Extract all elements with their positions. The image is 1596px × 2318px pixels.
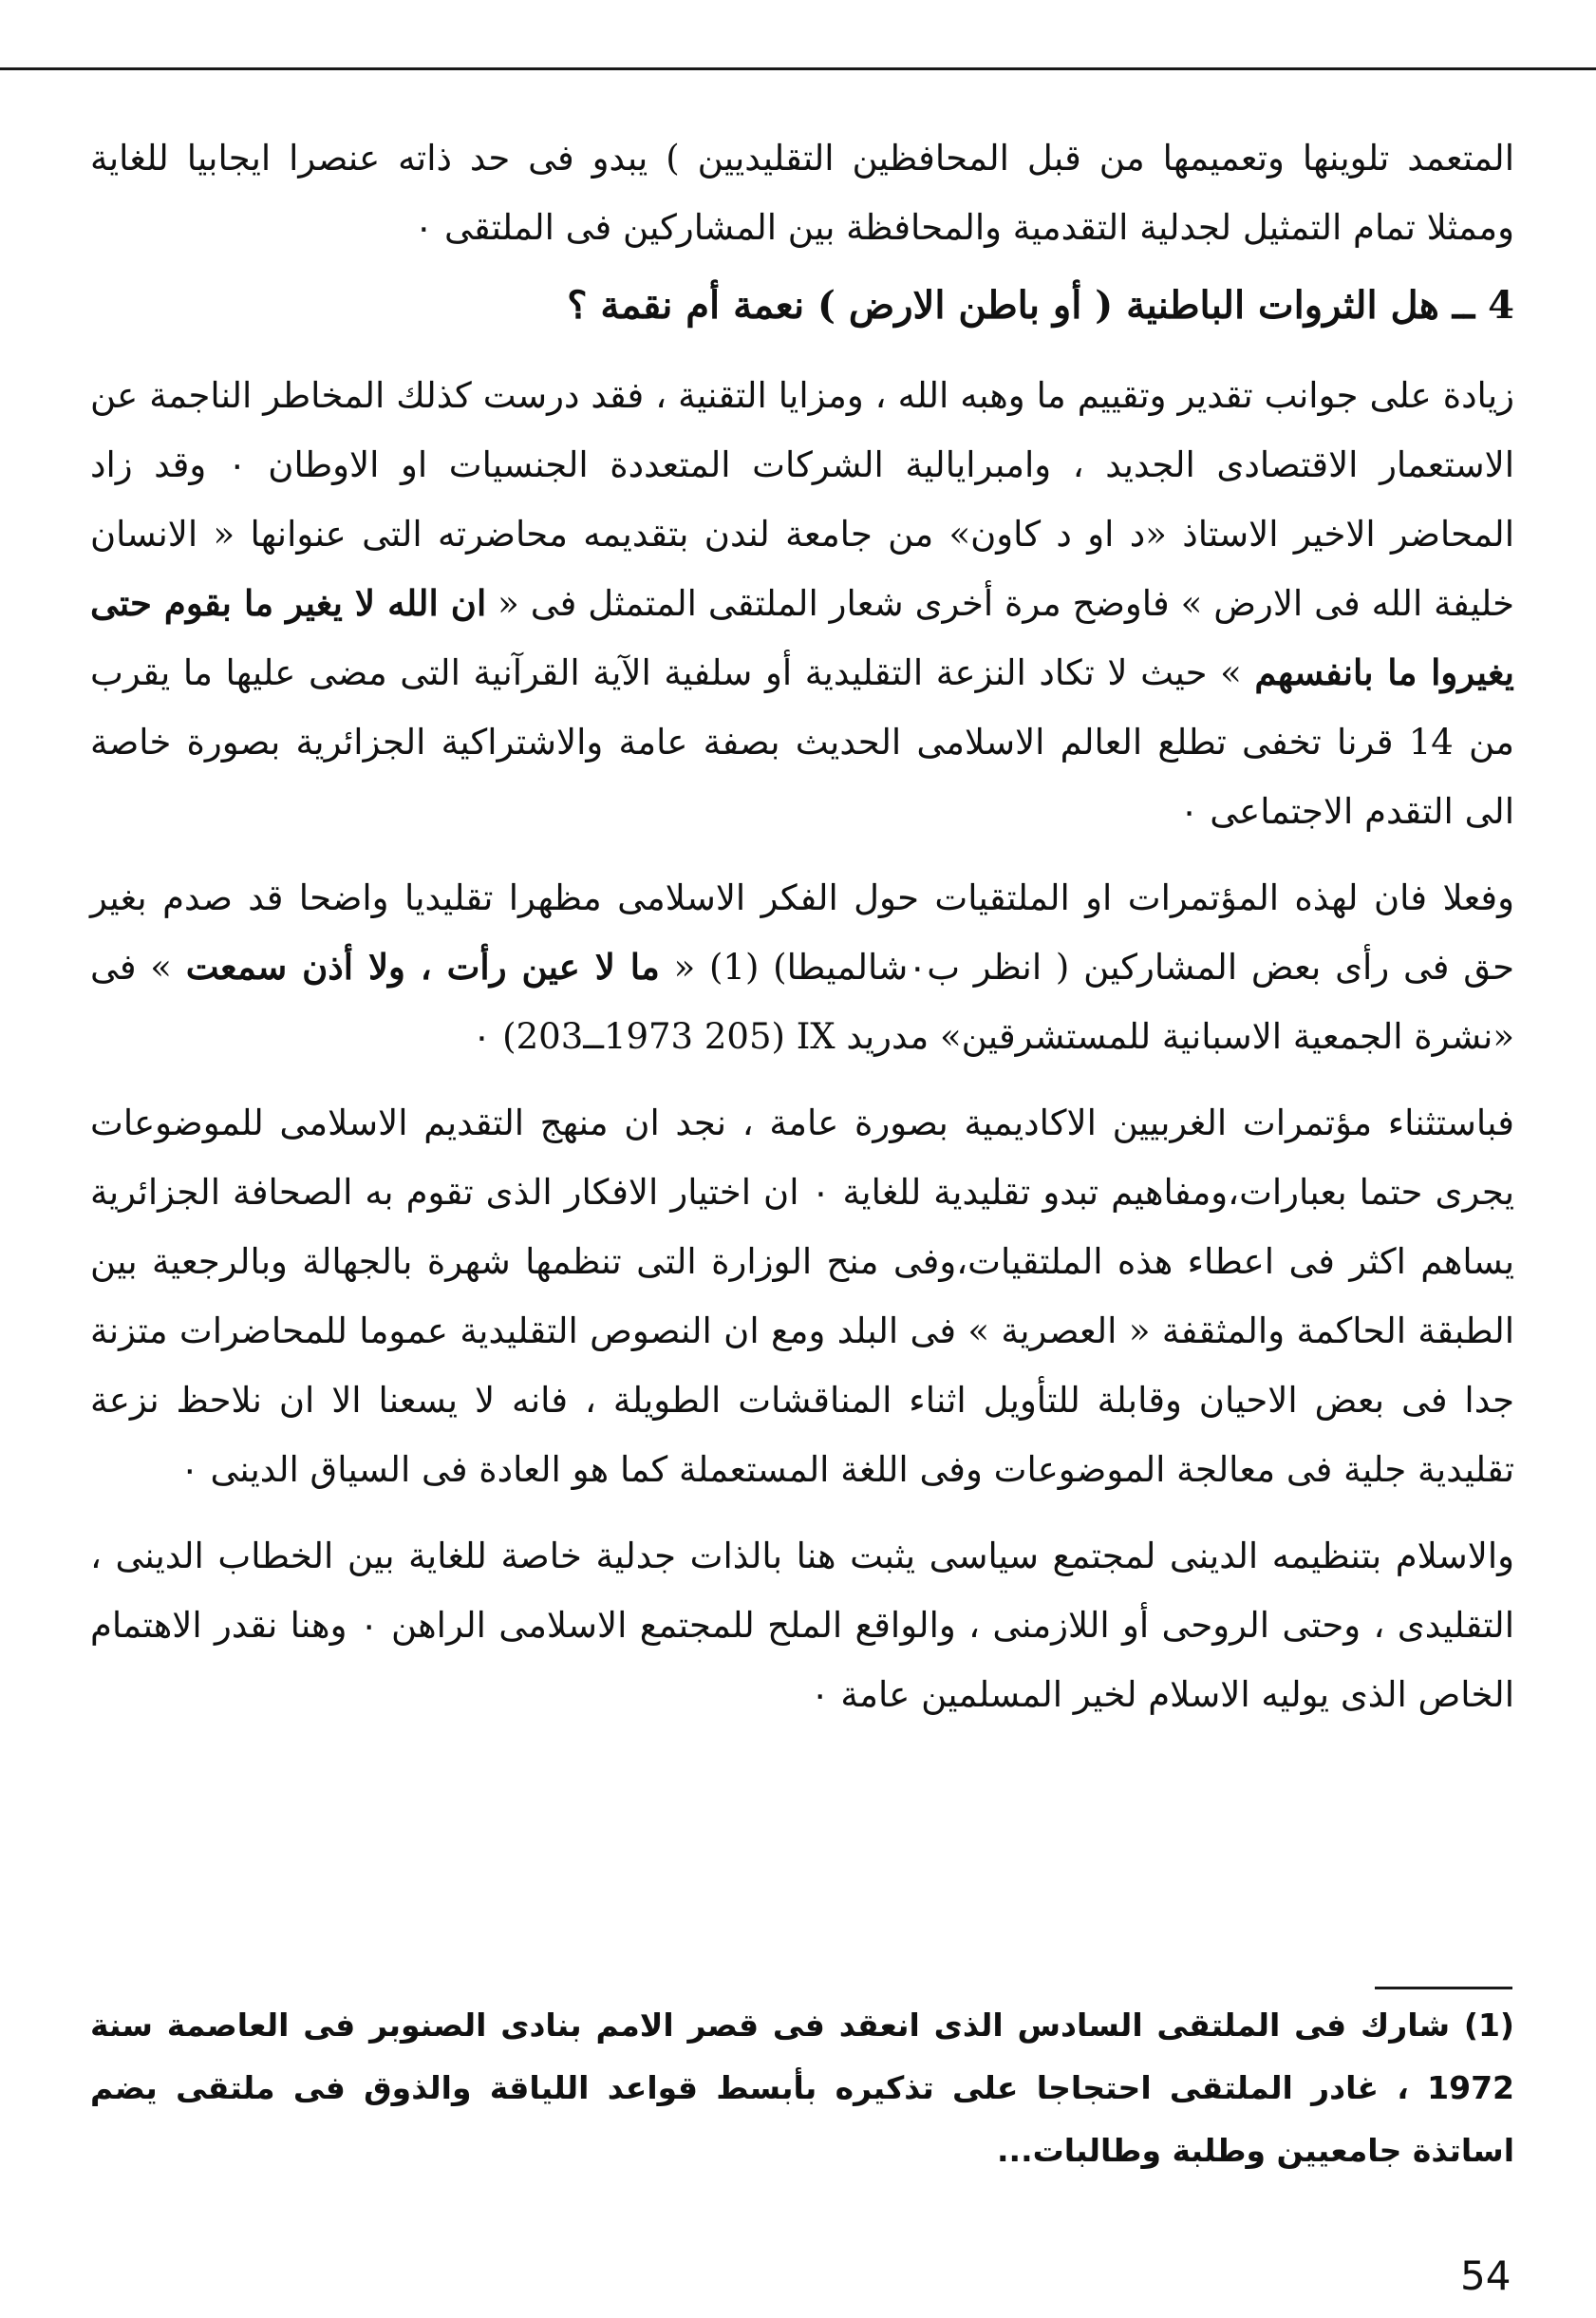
paragraph-4: والاسلام بتنظيمه الدينى لمجتمع سياسى يثبت هنا بالذات جدلية خاصة للغاية بين الخطاب الدينى ، التقليدى ، وحتى الروحى أو اللازمنى ، والواقع الملح للمجتمع الاسلامى الراهن ٠ وهنا نقدر الاهتمام الخاص الذى يوليه الاسلام لخير المسلمين عامة ٠ bbox=[90, 1536, 1514, 1715]
paragraph-continuation: المتعمد تلوينها وتعميمها من قبل المحافظين التقليديين ) يبدو فى حد ذاته عنصرا ايجابيا للغاية وممثلا تمام التمثيل لجدلية التقدمية والمحافظة بين المشاركين فى الملتقى ٠ bbox=[90, 138, 1514, 248]
page-number: 54 bbox=[1460, 2252, 1512, 2299]
bold-quote: ما لا عين رأت ، ولا أذن سمعت bbox=[185, 946, 660, 988]
top-rule bbox=[0, 67, 1596, 70]
footnote bbox=[90, 1994, 1514, 2182]
page-body bbox=[90, 123, 1514, 1729]
paragraph-1 bbox=[90, 361, 1514, 846]
paragraph-1-text-a: زيادة على جوانب تقدير وتقييم ما وهبه الله ، ومزايا التقنية ، فقد درست كذلك المخاطر الناجمة عن الاستعمار الاقتصادى الجديد ، وامبرايالية الشركات المتعددة الجنسيات او الاوطان ٠ وقد زاد المحاضر الاخير الاستاذ «د او د كاون» من جامعة لندن بتقديمه محاضرته التى عنوانها « الانسان خليفة الله فى الارض » فاوضح مرة أخرى شعار الملتقى المتمثل فى « bbox=[90, 375, 1514, 624]
paragraph-2-text-a: وفعلا فان لهذه المؤتمرات او الملتقيات حول الفكر الاسلامى مظهرا تقليديا واضحا قد صدم بغير حق فى رأى بعض المشاركين ( انظر ب٠شالميطا) (1) « bbox=[90, 877, 1514, 988]
quran-verse-quote: ان الله لا يغير ما بقوم حتى يغيروا ما بانفسهم bbox=[90, 582, 1514, 693]
paragraph-2-text-b: » فى «نشرة الجمعية الاسبانية للمستشرقين» مدريد IX (1973 205ــ203) ٠ bbox=[90, 947, 1514, 1057]
paragraph-3: فباستثناء مؤتمرات الغربيين الاكاديمية بصورة عامة ، نجد ان منهج التقديم الاسلامى للموضوعات يجرى حتما بعبارات،ومفاهيم تبدو تقليدية للغاية ٠ ان اختيار الافكار الذى تقوم به الصحافة الجزائرية يساهم اكثر فى اعطاء هذه الملتقيات،وفى منح الوزارة التى تنظمها شهرة بالجهالة وبالرجعية بين الطبقة الحاكمة والمثقفة « العصرية » فى البلد ومع ان النصوص التقليدية عموما للمحاضرات متزنة جدا فى بعض الاحيان وقابلة للتأويل اثناء المناقشات الطويلة ، فانه لا يسعنا الا ان نلاحظ نزعة تقليدية جلية فى معالجة الموضوعات وفى اللغة المستعملة كما هو العادة فى السياق الدينى ٠ bbox=[90, 1102, 1514, 1490]
paragraph-1-text-b: » حيث لا تكاد النزعة التقليدية أو سلفية الآية القرآنية التى مضى عليها ما يقرب من 14 قرنا تخفى تطلع العالم الاسلامى الحديث بصفة عامة والاشتراكية الجزائرية بصورة خاصة الى التقدم الاجتماعى ٠ bbox=[90, 652, 1514, 832]
footnote-rule bbox=[1375, 1987, 1512, 1989]
paragraph-2 bbox=[90, 863, 1514, 1071]
footnote-text: (1) شارك فى الملتقى السادس الذى انعقد فى قصر الامم بنادى الصنوبر فى العاصمة سنة 1972 ، غادر الملتقى احتجاجا على تذكيره بأبسط قواعد اللياقة والذوق فى ملتقى يضم اساتذة جامعيين وطلبة وطالبات... bbox=[90, 2007, 1514, 2169]
section-heading: 4 ــ هل الثروات الباطنية ( أو باطن الارض ) نعمة أم نقمة ؟ bbox=[567, 283, 1514, 328]
